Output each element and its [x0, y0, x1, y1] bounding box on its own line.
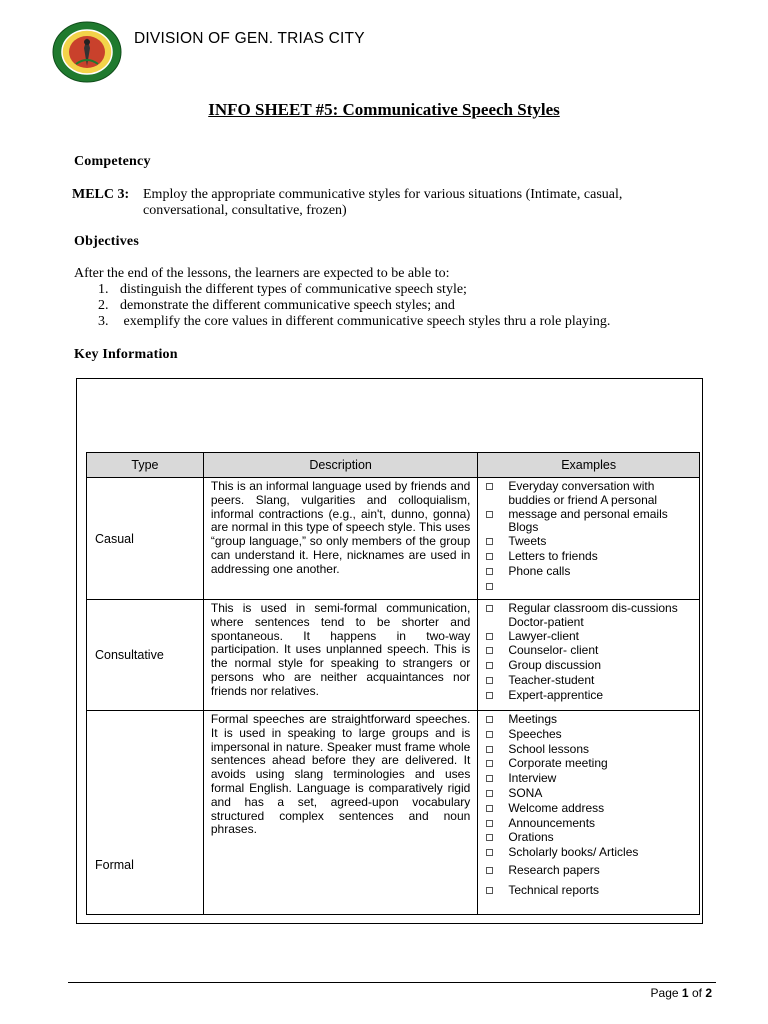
checkbox-bullet-icon: [486, 834, 493, 841]
checkbox-bullet-icon: [486, 633, 493, 640]
list-item: Technical reports: [486, 884, 695, 899]
checkbox-bullet-icon: [486, 553, 493, 560]
description-cell: This is used in semi-formal communication, where sentences tend to be shorter and spontaneous. It happens in two-way participation. It uses unplanned speech. This is the normal style for speaking to strangers or persons who are neither acquaintances nor friends nor relatives.: [203, 600, 477, 711]
list-item: Scholarly books/ Articles: [486, 846, 695, 861]
examples-cell: [478, 478, 700, 600]
checkbox-bullet-icon: [486, 647, 493, 654]
list-item: Everyday conversation with buddies or friend A personal: [486, 480, 695, 508]
list-item: Speeches: [486, 728, 695, 743]
examples-cell: [478, 600, 700, 711]
list-item: message and personal emails Blogs: [486, 508, 695, 536]
type-cell: Formal: [87, 711, 204, 915]
objectives-list: [98, 282, 610, 330]
checkbox-bullet-icon: [486, 677, 493, 684]
table-row: [87, 711, 700, 915]
objectives-heading: Objectives: [74, 234, 139, 249]
melc-label: MELC 3:: [72, 187, 130, 202]
column-header-examples: Examples: [478, 453, 700, 478]
checkbox-bullet-icon: [486, 538, 493, 545]
description-cell: This is an informal language used by friends and peers. Slang, vulgarities and colloquialism, informal contractions (e.g., ain't, dunno, gonna) are normal in this type of speech style. This uses “group language,” so only members of the group can understand it. Here, nicknames are used in addressing one another.: [203, 478, 477, 600]
table-row: [87, 478, 700, 600]
list-item: Phone calls: [486, 565, 695, 580]
list-item: Tweets: [486, 535, 695, 550]
checkbox-bullet-icon: [486, 731, 493, 738]
checkbox-bullet-icon: [486, 805, 493, 812]
competency-heading: Competency: [74, 154, 151, 169]
list-item: Research papers: [486, 864, 695, 879]
column-header-type: Type: [87, 453, 204, 478]
type-cell: Consultative: [87, 600, 204, 711]
checkbox-bullet-icon: [486, 568, 493, 575]
table-row: [87, 600, 700, 711]
list-item: SONA: [486, 787, 695, 802]
description-cell: Formal speeches are straightforward speeches. It is used in speaking to large groups and is impersonal in nature. Speaker must frame whole sentences ahead before they are delivered. It avoids using slang terminologies and uses formal English. Language is comparatively rigid and has a set, agreed-upon vocabulary structured complex sentences and noun phrases.: [203, 711, 477, 915]
division-seal-logo: [50, 20, 124, 84]
checkbox-bullet-icon: [486, 692, 493, 699]
page-title: INFO SHEET #5: Communicative Speech Styles: [208, 100, 560, 119]
key-information-heading: Key Information: [74, 347, 178, 362]
checkbox-bullet-icon: [486, 820, 493, 827]
checkbox-bullet-icon: [486, 887, 493, 894]
list-item: Teacher-student: [486, 674, 695, 689]
list-item: Meetings: [486, 713, 695, 728]
examples-cell: [478, 711, 700, 915]
list-item: Welcome address: [486, 802, 695, 817]
list-item: Counselor- client: [486, 644, 695, 659]
list-item: Group discussion: [486, 659, 695, 674]
checkbox-bullet-icon: [486, 583, 493, 590]
objectives-intro: After the end of the lessons, the learners are expected to be able to:: [74, 266, 450, 281]
page-number: Page 1 of 2: [650, 986, 712, 1000]
list-item: Expert-apprentice: [486, 689, 695, 704]
table-header-row: [87, 453, 700, 478]
checkbox-bullet-icon: [486, 716, 493, 723]
division-name: DIVISION OF GEN. TRIAS CITY: [134, 30, 365, 47]
list-item: Orations: [486, 831, 695, 846]
checkbox-bullet-icon: [486, 790, 493, 797]
list-item: [486, 580, 695, 595]
checkbox-bullet-icon: [486, 849, 493, 856]
type-cell: Casual: [87, 478, 204, 600]
melc-text: Employ the appropriate communicative styles for various situations (Intimate, casual, conversational, consultative, frozen): [143, 187, 623, 218]
list-item: Corporate meeting: [486, 757, 695, 772]
objective-item: 3. exemplify the core values in different communicative speech styles thru a role playing.: [98, 314, 611, 329]
checkbox-bullet-icon: [486, 662, 493, 669]
list-item: Letters to friends: [486, 550, 695, 565]
objective-item: 2. demonstrate the different communicative speech styles; and: [98, 298, 455, 313]
list-item: School lessons: [486, 743, 695, 758]
checkbox-bullet-icon: [486, 511, 493, 518]
checkbox-bullet-icon: [486, 867, 493, 874]
checkbox-bullet-icon: [486, 483, 493, 490]
checkbox-bullet-icon: [486, 760, 493, 767]
list-item: Regular classroom dis-cussions Doctor-patient: [486, 602, 695, 630]
list-item: Announcements: [486, 817, 695, 832]
objective-item: 1. distinguish the different types of communicative speech style;: [98, 282, 467, 297]
speech-styles-table: [86, 452, 700, 915]
checkbox-bullet-icon: [486, 605, 493, 612]
checkbox-bullet-icon: [486, 775, 493, 782]
column-header-description: Description: [203, 453, 477, 478]
list-item: Interview: [486, 772, 695, 787]
checkbox-bullet-icon: [486, 746, 493, 753]
footer-divider: [68, 982, 716, 983]
list-item: Lawyer-client: [486, 630, 695, 645]
